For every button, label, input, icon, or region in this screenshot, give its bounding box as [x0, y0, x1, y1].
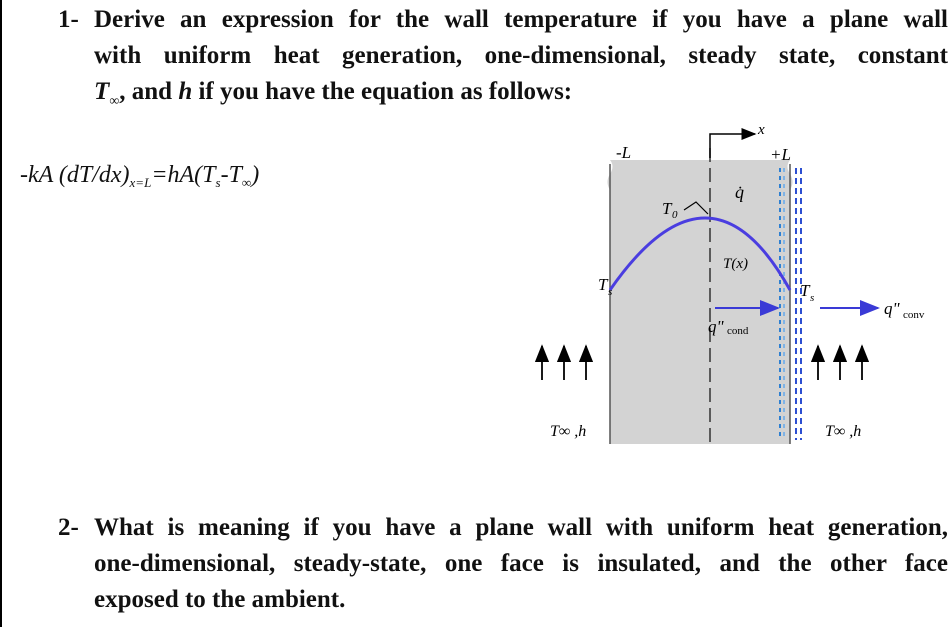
question-1-number: 1-	[58, 6, 79, 33]
question-1	[58, 2, 948, 120]
ambient-right-label: T∞ ,h	[825, 423, 862, 440]
page-left-border	[0, 0, 2, 627]
ts-right-label: T	[800, 281, 810, 300]
q-cond-subscript: cond	[727, 325, 749, 337]
x-axis-arrow	[710, 134, 755, 158]
question-1-line-1: Derive an expression for the wall temperature if you have a plane wall	[94, 6, 948, 33]
wall-slab	[608, 160, 793, 444]
equation-part-1: -kA (dT/dx)	[20, 162, 130, 188]
question-1-line-3	[94, 74, 948, 120]
ambient-flow-arrows-right	[818, 346, 862, 380]
plus-L-label: +L	[770, 145, 791, 164]
question-2-line-1: What is meaning if you have a plane wall with uniform heat generation,	[94, 514, 948, 541]
ts-left-subscript: s	[608, 286, 613, 298]
q-conv-subscript: conv	[903, 309, 925, 321]
question-1-line-2: with uniform heat generation, one-dimensional, steady state, constant	[94, 42, 948, 69]
plane-wall-diagram	[520, 118, 950, 458]
q-conv-label: q"	[884, 299, 900, 318]
ts-left-label: T	[598, 275, 608, 294]
equation-part-2: =hA(T	[151, 162, 216, 188]
question-1-line-3-and: , and	[119, 78, 179, 105]
question-2-line-3: exposed to the ambient.	[94, 586, 346, 613]
heat-generation-label: q̇	[735, 182, 744, 202]
t0-label: T	[662, 199, 672, 218]
tx-label: T(x)	[723, 256, 748, 272]
question-2-line-2: one-dimensional, steady-state, one face is insulated, and the other face	[94, 550, 948, 577]
equation-sub-1: x=L	[129, 175, 152, 190]
ambient-left-label: T∞ ,h	[550, 423, 587, 440]
equation-part-4: )	[251, 162, 260, 188]
question-2-number: 2-	[58, 514, 79, 541]
equation-sub-3: ∞	[241, 175, 252, 190]
question-2	[58, 510, 948, 618]
t-infinity-symbol: T	[94, 78, 110, 105]
ts-right-subscript: s	[810, 292, 815, 304]
x-axis-label: x	[758, 122, 765, 138]
equation-sub-2: s	[215, 175, 221, 190]
minus-L-label: -L	[616, 143, 632, 162]
h-symbol: h	[178, 78, 193, 105]
ambient-flow-arrows-left	[542, 346, 586, 380]
boundary-condition-equation	[20, 162, 259, 191]
q-cond-label: q"	[708, 317, 724, 336]
infinity-subscript: ∞	[109, 94, 120, 109]
question-1-line-3-end: if you have the equation as follows:	[192, 78, 573, 105]
t0-subscript: 0	[672, 209, 678, 221]
equation-part-3: -T	[220, 162, 242, 188]
